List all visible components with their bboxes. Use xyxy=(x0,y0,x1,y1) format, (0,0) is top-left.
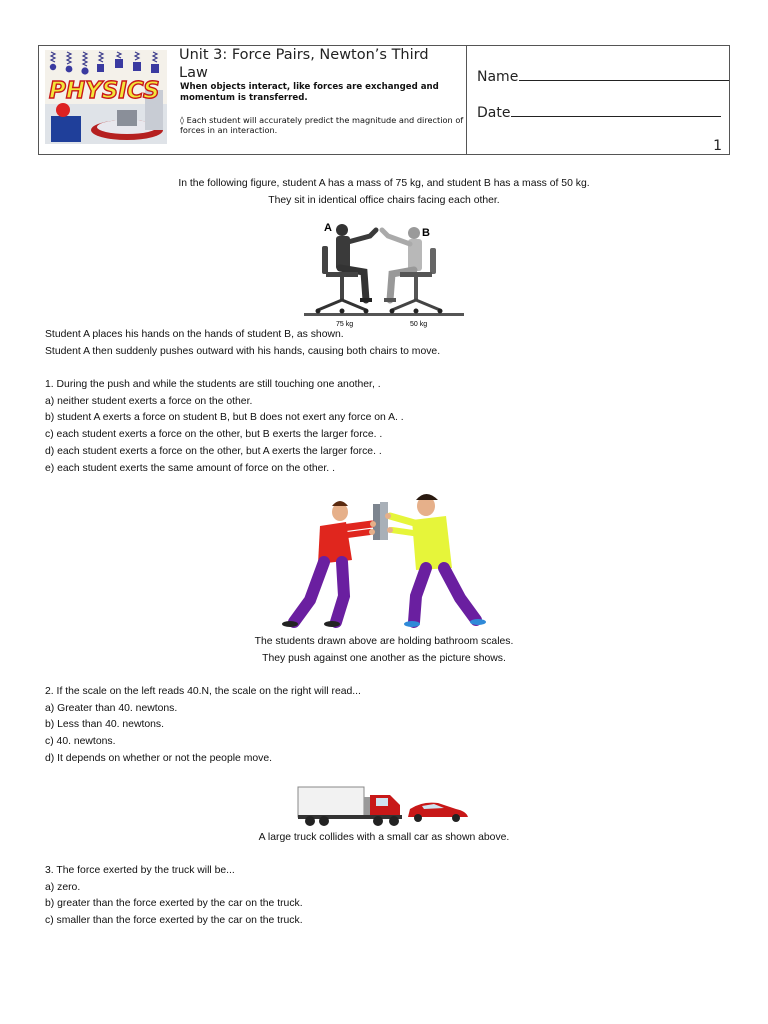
question-1-stem: 1. During the push and while the students are still touching one another, . xyxy=(45,379,381,390)
setup-text xyxy=(45,327,745,360)
question-2-option-c: c) 40. newtons. xyxy=(45,736,116,748)
truck-figure xyxy=(298,787,402,826)
logo-text: PHYSICS xyxy=(49,78,160,104)
question-2-option-a: a) Greater than 40. newtons. xyxy=(45,702,178,714)
question-1-option-a: a) neither student exerts a force on the other. xyxy=(45,395,253,407)
intro-text xyxy=(0,176,768,209)
question-1-option-b: b) student A exerts a force on student B, but B does not exert any force on A. . xyxy=(45,412,404,424)
learning-objective: ◊ Each student will accurately predict the magnitude and direction of forces in an interaction. xyxy=(180,115,464,135)
question-2-option-d: d) It depends on whether or not the people move. xyxy=(45,752,273,764)
name-label: Name xyxy=(477,69,519,85)
office-chairs-figure xyxy=(304,216,464,330)
setup-line-2: Student A then suddenly pushes outward with his hands, causing both chairs to move. xyxy=(45,345,441,357)
name-field[interactable] xyxy=(477,66,729,85)
right-student-figure xyxy=(385,494,486,627)
date-field[interactable] xyxy=(477,102,721,121)
figure-3-caption-1: A large truck collides with a small car as shown above. xyxy=(258,832,510,843)
scales-push-figure xyxy=(280,490,490,632)
car-figure xyxy=(408,803,468,822)
page-number: 1 xyxy=(713,138,722,154)
setup-line-1: Student A places his hands on the hands of student B, as shown. xyxy=(45,329,344,340)
intro-line-1: In the following figure, student A has a mass of 75 kg, and student B has a mass of 50 kg. xyxy=(178,178,590,189)
question-2-option-b: b) Less than 40. newtons. xyxy=(45,719,164,731)
physics-logo xyxy=(45,50,167,144)
unit-title: Unit 3: Force Pairs, Newton’s Third Law xyxy=(179,47,429,81)
worksheet-header xyxy=(38,45,730,155)
left-student-figure xyxy=(282,501,376,627)
question-3-option-c: c) smaller than the force exerted by the car on the truck. xyxy=(45,915,303,927)
date-label: Date xyxy=(477,105,511,121)
figure-2-caption-1: The students drawn above are holding bathroom scales. xyxy=(254,636,514,647)
figure-2-caption-2: They push against one another as the picture shows. xyxy=(262,652,506,664)
date-blank[interactable] xyxy=(511,102,721,117)
label-b: B xyxy=(422,227,430,239)
mass-b-label: 50 kg xyxy=(410,321,428,328)
unit-tagline: When objects interact, like forces are exchanged and momentum is transferred. xyxy=(180,82,439,103)
label-a: A xyxy=(324,222,332,234)
mass-a-label: 75 kg xyxy=(336,321,354,328)
student-b-figure xyxy=(382,227,443,314)
truck-car-figure xyxy=(296,783,472,829)
question-3-option-b: b) greater than the force exerted by the car on the truck. xyxy=(45,898,303,910)
question-1 xyxy=(45,377,745,477)
question-1-option-e: e) each student exerts the same amount of force on the other. . xyxy=(45,462,335,474)
figure-3-caption xyxy=(0,830,768,847)
question-1-option-c: c) each student exerts a force on the other, but B exerts the larger force. . xyxy=(45,429,383,441)
figure-2-caption xyxy=(0,634,768,667)
name-blank[interactable] xyxy=(519,66,729,81)
question-3-stem: 3. The force exerted by the truck will be... xyxy=(45,865,235,876)
intro-line-2: They sit in identical office chairs facing each other. xyxy=(268,194,500,206)
right-scale xyxy=(380,502,388,540)
question-2 xyxy=(45,684,745,768)
student-a-figure xyxy=(316,224,377,314)
question-3-option-a: a) zero. xyxy=(45,881,81,893)
header-divider xyxy=(466,46,467,154)
question-2-stem: 2. If the scale on the left reads 40.N, the scale on the right will read... xyxy=(45,686,361,697)
question-3 xyxy=(45,863,745,930)
question-1-option-d: d) each student exerts a force on the other, but A exerts the larger force. . xyxy=(45,445,382,457)
